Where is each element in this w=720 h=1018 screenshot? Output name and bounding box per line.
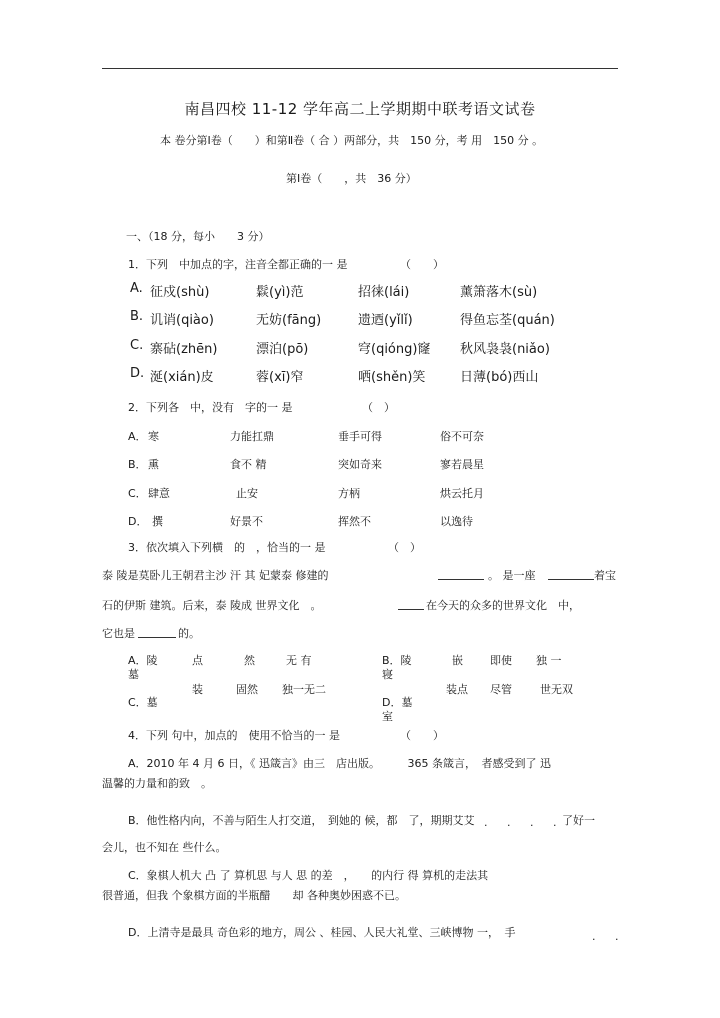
q3-d-label: D．墓 xyxy=(382,696,413,709)
q3-passage-line1b: 。 是一座 xyxy=(488,569,536,582)
q2-b-item4: 寥若晨星 xyxy=(440,458,484,471)
q1-d-item2: 蓉(xī)窄 xyxy=(256,370,304,385)
q1-a-item1: 征戍(shù) xyxy=(150,285,210,300)
top-rule xyxy=(102,68,618,69)
q2-b-item2: 食不 精 xyxy=(230,458,267,471)
q2-answer-paren: （ ） xyxy=(362,401,395,414)
q1-b-item4: 得鱼忘荃(quán) xyxy=(460,313,555,328)
q3-blank2 xyxy=(548,567,594,580)
q1-a-item4: 薰箫落木(sù) xyxy=(460,285,538,300)
q2-a-item4: 俗不可奈 xyxy=(440,430,484,443)
q3-answer-paren: （ ） xyxy=(388,541,421,554)
q3-stem: 3．依次填入下列横 的 ，恰当的一 是 xyxy=(128,541,326,554)
q1-a-label: A. xyxy=(130,281,143,296)
q3-passage-line3b: 的。 xyxy=(178,627,200,640)
q1-d-item4: 日薄(bó)西山 xyxy=(460,370,539,385)
q4-c-line2: 很普通，但我 个象棋方面的半瓶醋 却 各种奥妙困惑不已。 xyxy=(102,889,406,902)
q3-a-label: A．陵 xyxy=(128,654,158,667)
q2-a-item1: 寒 xyxy=(148,430,159,443)
q3-c-word3: 独一无二 xyxy=(282,683,326,696)
q1-d-label: D. xyxy=(130,366,145,381)
q3-a-label2: 墓 xyxy=(128,668,139,681)
q1-d-item1: 涎(xián)皮 xyxy=(150,370,214,385)
page-title: 南昌四校 11-12 学年高二上学期期中联考语文试卷 xyxy=(184,100,536,118)
q1-b-item1: 讥诮(qiào) xyxy=(150,313,214,328)
q2-a-label: A． xyxy=(128,430,147,443)
q1-b-item3: 遗迺(yǐlǐ) xyxy=(358,313,413,328)
q3-b-label: B．陵 xyxy=(382,654,412,667)
q3-d-label2: 室 xyxy=(382,710,393,723)
q1-b-label: B. xyxy=(130,309,144,324)
q2-c-item4: 烘云托月 xyxy=(440,487,484,500)
q4-stem: 4．下列 句中，加点的 使用不恰当的一 是 xyxy=(128,729,340,742)
q4-d-line1: D．上清寺是最具 奇色彩的地方，周公 、桂园、人民大礼堂、三峡博物 一， 手 xyxy=(128,926,516,939)
q2-stem: 2．下列各 中，没有 字的一 是 xyxy=(128,401,293,414)
emphasis-dots-d: . . xyxy=(592,930,627,943)
q3-passage-line2b: 在今天的众多的世界文化 中， xyxy=(426,599,580,612)
q3-blank4 xyxy=(138,625,176,638)
q2-a-item2: 力能扛鼎 xyxy=(230,430,274,443)
section1-heading: 一、（18 分，每小 3 分） xyxy=(126,230,270,243)
q3-passage-line1c: 着宝 xyxy=(594,569,616,582)
q1-stem: 1．下列 中加点的字，注音全都正确的一 是 xyxy=(128,258,348,271)
q3-d-word2: 尽管 xyxy=(490,683,512,696)
q3-b-word2: 即使 xyxy=(490,654,512,667)
q1-a-item3: 招徕(lái) xyxy=(358,285,410,300)
q3-blank1 xyxy=(438,567,484,580)
q2-b-item3: 突如奇来 xyxy=(338,458,382,471)
q4-a-line2: 温馨的力量和韵致 。 xyxy=(102,777,212,790)
q4-a-line1: A．2010 年 4 月 6 日，《 迅箴言》由三 店出版。 365 条箴言， 者感受到了 迅 xyxy=(128,757,551,770)
q3-passage-line3a: 它也是 xyxy=(102,627,135,640)
q2-c-label: C． xyxy=(128,487,147,500)
q3-d-word3: 世无双 xyxy=(540,683,573,696)
q4-c-line1: C．象棋人机大 凸 了 算机思 与人 思 的差 ， 的内行 得 算机的走法其 xyxy=(128,869,489,882)
q4-b-line1b: 了好一 xyxy=(562,814,595,827)
q1-c-item4: 秋风袅袅(niǎo) xyxy=(460,342,550,357)
q3-c-label: C．墓 xyxy=(128,696,158,709)
q2-d-item1: 撰 xyxy=(152,515,163,528)
q3-d-word1: 装点 xyxy=(446,683,468,696)
part1-heading: 第Ⅰ卷（ ，共 36 分） xyxy=(286,172,417,185)
q3-b-word3: 独 一 xyxy=(536,654,562,667)
q2-c-item1: 肆意 xyxy=(148,487,170,500)
q2-d-item3: 挥然不 xyxy=(338,515,371,528)
q4-b-line2: 会儿，也不知在 些什么。 xyxy=(102,841,227,854)
q2-d-item4: 以逸待 xyxy=(440,515,473,528)
q2-b-label: B． xyxy=(128,458,147,471)
exam-intro: 本 卷分第Ⅰ卷（ ）和第Ⅱ卷（ 合 ）两部分，共 150 分，考 用 150 分 。 xyxy=(160,134,544,147)
q3-c-word2: 固然 xyxy=(236,683,258,696)
q1-c-item1: 寨砧(zhēn) xyxy=(150,342,218,357)
q2-d-label: D． xyxy=(128,515,148,528)
q1-c-item2: 漂泊(pō) xyxy=(256,342,309,357)
q1-a-item2: 鬏(yì)范 xyxy=(256,285,304,300)
q3-blank3 xyxy=(398,597,424,610)
q3-a-word2: 然 xyxy=(244,654,255,667)
q1-c-item3: 穹(qióng)窿 xyxy=(358,342,431,357)
q3-b-label2: 寝 xyxy=(382,668,393,681)
q4-answer-paren: （ ） xyxy=(400,729,444,742)
emphasis-dots: . . . . xyxy=(484,816,565,829)
q3-a-word1: 点 xyxy=(192,654,203,667)
q2-a-item3: 垂手可得 xyxy=(338,430,382,443)
q1-b-item2: 无妨(fāng) xyxy=(256,313,322,328)
q2-c-item2: 止安 xyxy=(236,487,258,500)
q3-c-word1: 装 xyxy=(192,683,203,696)
q4-b-line1: B．他性格内向，不善与陌生人打交道， 到她的 候，都 了，期期艾艾 xyxy=(128,814,475,827)
q2-b-item1: 熏 xyxy=(148,458,159,471)
q1-d-item3: 哂(shěn)笑 xyxy=(358,370,426,385)
q3-b-word1: 嵌 xyxy=(452,654,463,667)
q1-c-label: C. xyxy=(130,338,144,353)
q3-passage-line2a: 石的伊斯 建筑。后来，泰 陵成 世界文化 。 xyxy=(102,599,322,612)
q3-passage-line1a: 泰 陵是莫卧儿王朝君主沙 汗 其 妃蒙泰 修建的 xyxy=(102,569,329,582)
q1-answer-paren: （ ） xyxy=(400,258,444,271)
q2-d-item2: 好景不 xyxy=(230,515,263,528)
q3-a-word3: 无 有 xyxy=(286,654,312,667)
q2-c-item3: 方柄 xyxy=(338,487,360,500)
